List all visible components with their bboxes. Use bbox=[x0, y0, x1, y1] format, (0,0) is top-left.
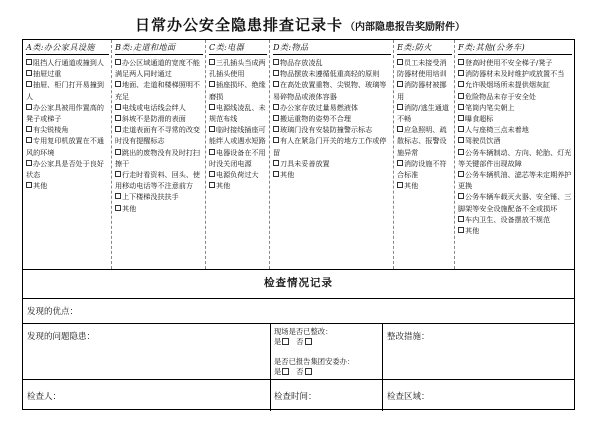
checkbox-icon[interactable] bbox=[273, 70, 279, 76]
checkbox-icon[interactable] bbox=[273, 126, 279, 132]
checklist-item[interactable] bbox=[209, 180, 267, 191]
checklist-item-label: 电器设备在不用时没关闭电源 bbox=[209, 147, 266, 168]
checklist-item-label: 刀具未妥善放置 bbox=[280, 158, 330, 168]
checklist-item-label: 消防设施不符合标准 bbox=[397, 158, 447, 180]
checklist-item-label: 三孔插头当成两孔插头使用 bbox=[209, 58, 266, 79]
checklist-item[interactable] bbox=[26, 79, 109, 101]
checklist-item[interactable] bbox=[115, 57, 203, 79]
checkbox-icon[interactable] bbox=[26, 59, 32, 65]
reported-question: 是否已报告集团安委办： bbox=[274, 357, 355, 366]
checklist-item[interactable] bbox=[209, 147, 267, 169]
checklist-item-label: 地面、走道和楼梯照明不充足 bbox=[115, 80, 201, 101]
category-c-head: C类:电器 bbox=[209, 42, 267, 55]
checklist-item-label: 上下楼梯没扶扶手 bbox=[122, 192, 179, 202]
checkbox-icon[interactable] bbox=[458, 115, 464, 121]
checkbox-icon[interactable] bbox=[273, 137, 279, 143]
checklist-item-label: 在高处放置重物、尖锐物、玻璃等易碎物品或液体容器 bbox=[273, 80, 387, 101]
checkbox-icon[interactable] bbox=[397, 160, 403, 166]
checklist-item-label: 玻璃门没有安装防撞警示标志 bbox=[280, 125, 373, 135]
checklist-item[interactable] bbox=[26, 57, 109, 68]
title-subtitle: （内部隐患报告奖励附件） bbox=[345, 22, 465, 33]
checklist-item[interactable] bbox=[26, 102, 109, 124]
checklist-item[interactable] bbox=[458, 113, 572, 124]
category-a-head: A类:办公家具设施 bbox=[26, 42, 109, 55]
checklist-item-label: 有尖锐棱角 bbox=[33, 125, 69, 135]
category-columns bbox=[23, 40, 574, 270]
checklist-item[interactable] bbox=[397, 180, 452, 191]
checklist-item-label: 驾驶员饮酒 bbox=[465, 136, 501, 146]
checklist-item[interactable] bbox=[273, 68, 391, 79]
category-b bbox=[112, 40, 206, 269]
checklist-item-label: 办公区域通道的宽度不能满足两人同时通过 bbox=[115, 58, 201, 79]
checklist-item-label: 消防器材被挪用 bbox=[397, 80, 447, 101]
checkbox-icon[interactable] bbox=[458, 104, 464, 110]
checkbox-icon[interactable] bbox=[209, 182, 215, 188]
checkbox-icon[interactable] bbox=[458, 137, 464, 143]
checkbox-icon[interactable] bbox=[115, 115, 121, 121]
checklist-item-label: 允许吸烟场所未提供烟灰缸 bbox=[465, 80, 551, 90]
checklist-item[interactable] bbox=[458, 91, 572, 102]
rectified-options bbox=[274, 337, 312, 347]
checklist-item-label: 危险物品未存于安全处 bbox=[465, 91, 536, 101]
reported-yes-label: 是 bbox=[274, 367, 282, 376]
checklist-item[interactable] bbox=[273, 169, 391, 180]
checkbox-icon[interactable] bbox=[209, 149, 215, 155]
divider bbox=[270, 324, 271, 380]
checkbox-icon[interactable] bbox=[115, 149, 121, 155]
checkbox-icon[interactable] bbox=[115, 205, 121, 211]
checklist-item[interactable] bbox=[458, 68, 572, 79]
checklist-item[interactable] bbox=[26, 124, 109, 135]
checkbox-icon[interactable] bbox=[458, 216, 464, 222]
checklist-item-label: 电源负荷过大 bbox=[216, 170, 259, 180]
found-problems-label: 发现的问题隐患： bbox=[27, 332, 96, 342]
checkbox-icon[interactable] bbox=[458, 171, 464, 177]
checkbox-icon[interactable] bbox=[273, 59, 279, 65]
card-title bbox=[0, 14, 600, 35]
checkbox-icon[interactable] bbox=[458, 126, 464, 132]
category-a bbox=[23, 40, 112, 269]
checklist-item[interactable] bbox=[209, 79, 267, 101]
time-label: 检查时间： bbox=[274, 392, 317, 402]
checkbox-icon[interactable] bbox=[115, 126, 121, 132]
checklist-item[interactable] bbox=[397, 102, 452, 124]
checklist-item[interactable] bbox=[115, 102, 203, 113]
checkbox-icon[interactable] bbox=[458, 70, 464, 76]
checkbox-icon[interactable] bbox=[458, 59, 464, 65]
reported-no-checkbox[interactable] bbox=[305, 368, 312, 375]
checklist-item[interactable] bbox=[115, 79, 203, 101]
checklist-item[interactable] bbox=[458, 214, 572, 225]
checkbox-icon[interactable] bbox=[458, 193, 464, 199]
checklist-item[interactable] bbox=[273, 79, 391, 101]
rectified-no-label: 否 bbox=[296, 337, 304, 346]
checklist-item[interactable] bbox=[115, 124, 203, 146]
checklist-item[interactable] bbox=[397, 158, 452, 180]
row-found-good bbox=[23, 298, 574, 324]
checklist-item-label: 公务车辆车载灭火器、安全锤、三脚架等安全设施配备不全或损坏 bbox=[458, 192, 572, 213]
checklist-item-label: 走道表面有不寻常的改变时没有提醒标志 bbox=[115, 125, 201, 146]
checkbox-icon[interactable] bbox=[26, 182, 32, 188]
checkbox-icon[interactable] bbox=[115, 59, 121, 65]
checkbox-icon[interactable] bbox=[458, 93, 464, 99]
checklist-item-label: 办公家具是否处于良好状态 bbox=[26, 158, 104, 180]
checklist-item-label: 电源线凌乱、未规范布线 bbox=[209, 102, 266, 124]
checkbox-icon[interactable] bbox=[26, 137, 32, 143]
checklist-item-label: 其他 bbox=[280, 170, 295, 180]
category-e bbox=[394, 40, 455, 269]
checkbox-icon[interactable] bbox=[209, 59, 215, 65]
checklist-item[interactable] bbox=[273, 102, 391, 113]
rectified-question: 现场是否已整改： bbox=[274, 327, 333, 336]
checklist-item[interactable] bbox=[115, 147, 203, 169]
checkbox-icon[interactable] bbox=[115, 193, 121, 199]
checklist-item-label: 阻挡人行通道或撞到人 bbox=[33, 58, 104, 67]
checkbox-icon[interactable] bbox=[115, 81, 121, 87]
checklist-item-label: 公务车辆制动、方向、轮胎、灯光等关键部件出现故障 bbox=[458, 147, 572, 168]
checkbox-icon[interactable] bbox=[397, 104, 403, 110]
checkbox-icon[interactable] bbox=[397, 81, 403, 87]
measures-label: 整改措施： bbox=[387, 332, 430, 342]
category-d bbox=[270, 40, 394, 269]
category-c bbox=[206, 40, 270, 269]
divider bbox=[270, 380, 271, 411]
checklist-item-label: 专用复印机放置在不通风的环境 bbox=[26, 136, 104, 157]
checklist-item-label: 物品摆放未遵循低重高轻的原则 bbox=[280, 69, 380, 79]
checklist-item[interactable] bbox=[209, 57, 267, 79]
checklist-item[interactable] bbox=[273, 135, 391, 157]
checklist-item[interactable] bbox=[26, 180, 109, 191]
checklist-item[interactable] bbox=[26, 68, 109, 79]
checklist-item[interactable] bbox=[397, 124, 452, 158]
checkbox-icon[interactable] bbox=[26, 126, 32, 132]
rectified-yes-label: 是 bbox=[274, 337, 282, 346]
checkbox-icon[interactable] bbox=[273, 81, 279, 87]
checkbox-icon[interactable] bbox=[273, 115, 279, 121]
checklist-item-label: 员工未接受消防器材使用培训 bbox=[397, 58, 447, 79]
checklist-item-label: 应急照明、疏散标志、报警设施异常 bbox=[397, 125, 447, 157]
checkbox-icon[interactable] bbox=[209, 104, 215, 110]
rectified-yes-checkbox[interactable] bbox=[282, 338, 289, 345]
checklist-item[interactable] bbox=[115, 169, 203, 191]
checklist-item[interactable] bbox=[458, 147, 572, 169]
found-good-label: 发现的优点： bbox=[27, 307, 79, 317]
form-box bbox=[22, 39, 575, 410]
checkbox-icon[interactable] bbox=[397, 182, 403, 188]
checkbox-icon[interactable] bbox=[26, 104, 32, 110]
row-signoff bbox=[23, 380, 574, 411]
checklist-item[interactable] bbox=[209, 124, 267, 146]
checklist-item[interactable] bbox=[115, 191, 203, 202]
checklist-item[interactable] bbox=[458, 102, 572, 113]
inspector-label: 检查人： bbox=[27, 392, 62, 402]
checklist-item[interactable] bbox=[273, 113, 391, 124]
checklist-item[interactable] bbox=[458, 135, 572, 146]
checklist-item-label: 临时接线插座可能绊人或遇水短路 bbox=[209, 125, 266, 146]
checklist-item[interactable] bbox=[458, 169, 572, 191]
checkbox-icon[interactable] bbox=[26, 160, 32, 166]
checklist-item-label: 公务车辆机油、滤芯等未定期养护更换 bbox=[458, 170, 572, 191]
checkbox-icon[interactable] bbox=[209, 81, 215, 87]
area-label: 检查区域： bbox=[387, 392, 430, 402]
checklist-item-label: 消防器材未及时维护或放置不当 bbox=[465, 69, 565, 79]
checklist-item-label: 有人在紧急门开关的地方工作或停留 bbox=[273, 136, 387, 157]
checkbox-icon[interactable] bbox=[458, 149, 464, 155]
checklist-item-label: 其他 bbox=[33, 181, 48, 191]
category-f bbox=[455, 40, 574, 269]
checklist-item[interactable] bbox=[458, 225, 572, 236]
checklist-item-label: 其他 bbox=[216, 181, 231, 191]
checklist-item-label: 消防/逃生通道不畅 bbox=[397, 102, 449, 124]
checklist-item-label: 搬运重物的姿势不合理 bbox=[280, 114, 351, 124]
checklist-item[interactable] bbox=[273, 57, 391, 68]
checkbox-icon[interactable] bbox=[397, 59, 403, 65]
checkbox-icon[interactable] bbox=[273, 160, 279, 166]
checkbox-icon[interactable] bbox=[209, 126, 215, 132]
checklist-item-label: 电线或电话线会绊人 bbox=[122, 102, 186, 112]
checklist-item[interactable] bbox=[209, 169, 267, 180]
checklist-item[interactable] bbox=[458, 124, 572, 135]
category-e-head: E类:防火 bbox=[397, 42, 452, 55]
checklist-item[interactable] bbox=[273, 158, 391, 169]
checklist-item-label: 曝食超标 bbox=[465, 114, 494, 124]
checklist-item-label: 其他 bbox=[465, 226, 480, 236]
checklist-item[interactable] bbox=[115, 203, 203, 214]
checklist-item-label: 登高时使用不安全梯子/凳子 bbox=[465, 58, 553, 67]
category-d-head: D类:物品 bbox=[273, 42, 391, 55]
section-title: 检查情况记录 bbox=[23, 269, 574, 299]
divider bbox=[382, 380, 383, 411]
checklist-item[interactable] bbox=[115, 113, 203, 124]
checklist-item[interactable] bbox=[397, 79, 452, 101]
reported-no-label: 否 bbox=[296, 367, 304, 376]
checklist-item-label: 办公家存放过量易燃液体 bbox=[280, 102, 359, 112]
reported-options bbox=[274, 367, 312, 377]
checklist-item[interactable] bbox=[26, 135, 109, 157]
checklist-item-label: 物品存放凌乱 bbox=[280, 58, 323, 67]
checklist-item-label: 其他 bbox=[122, 203, 137, 213]
checklist-item-label: 办公家具被用作置高的凳子或梯子 bbox=[26, 102, 104, 124]
checklist-item-label: 抽屉过重 bbox=[33, 69, 62, 79]
checklist-item-label: 车内卫生、设备摆放不规范 bbox=[465, 214, 551, 224]
checklist-item[interactable] bbox=[273, 124, 391, 135]
checkbox-icon[interactable] bbox=[209, 171, 215, 177]
checklist-item[interactable] bbox=[458, 79, 572, 90]
checkbox-icon[interactable] bbox=[26, 81, 32, 87]
checkbox-icon[interactable] bbox=[115, 104, 121, 110]
checklist-item[interactable] bbox=[397, 57, 452, 79]
checklist-item-label: 跳出的废物没有及时打扫擦干 bbox=[115, 147, 201, 168]
checklist-item-label: 行走时看资料、回头、使用移动电话等不注意前方 bbox=[115, 170, 201, 191]
checkbox-icon[interactable] bbox=[26, 70, 32, 76]
checklist-item-label: 人与座椅三点未着地 bbox=[465, 125, 529, 135]
divider bbox=[382, 324, 383, 380]
checklist-item[interactable] bbox=[458, 57, 572, 68]
checklist-item[interactable] bbox=[458, 191, 572, 213]
title-main: 日常办公安全隐患排查记录卡 bbox=[134, 16, 343, 34]
checkbox-icon[interactable] bbox=[458, 81, 464, 87]
checklist-item[interactable] bbox=[26, 158, 109, 180]
checklist-item-label: 抽屉、柜门打开易撞到人 bbox=[26, 80, 104, 101]
checkbox-icon[interactable] bbox=[115, 171, 121, 177]
checkbox-icon[interactable] bbox=[273, 171, 279, 177]
checkbox-icon[interactable] bbox=[273, 104, 279, 110]
checklist-item-label: 其他 bbox=[404, 181, 419, 191]
reported-yes-checkbox[interactable] bbox=[282, 368, 289, 375]
checkbox-icon[interactable] bbox=[397, 126, 403, 132]
checklist-item-label: 插座损坏、绝缘磨损 bbox=[209, 80, 266, 101]
row-problems bbox=[23, 324, 574, 380]
checkbox-icon[interactable] bbox=[458, 227, 464, 233]
category-b-head: B类:走道和地面 bbox=[115, 42, 203, 55]
checklist-item[interactable] bbox=[209, 102, 267, 124]
category-f-head: F类:其他(公务车) bbox=[458, 42, 572, 55]
rectified-no-checkbox[interactable] bbox=[305, 338, 312, 345]
checklist-item-label: 斜坡不是防滑的表面 bbox=[122, 114, 186, 124]
checklist-item-label: 笔筒内笔尖朝上 bbox=[465, 102, 515, 112]
